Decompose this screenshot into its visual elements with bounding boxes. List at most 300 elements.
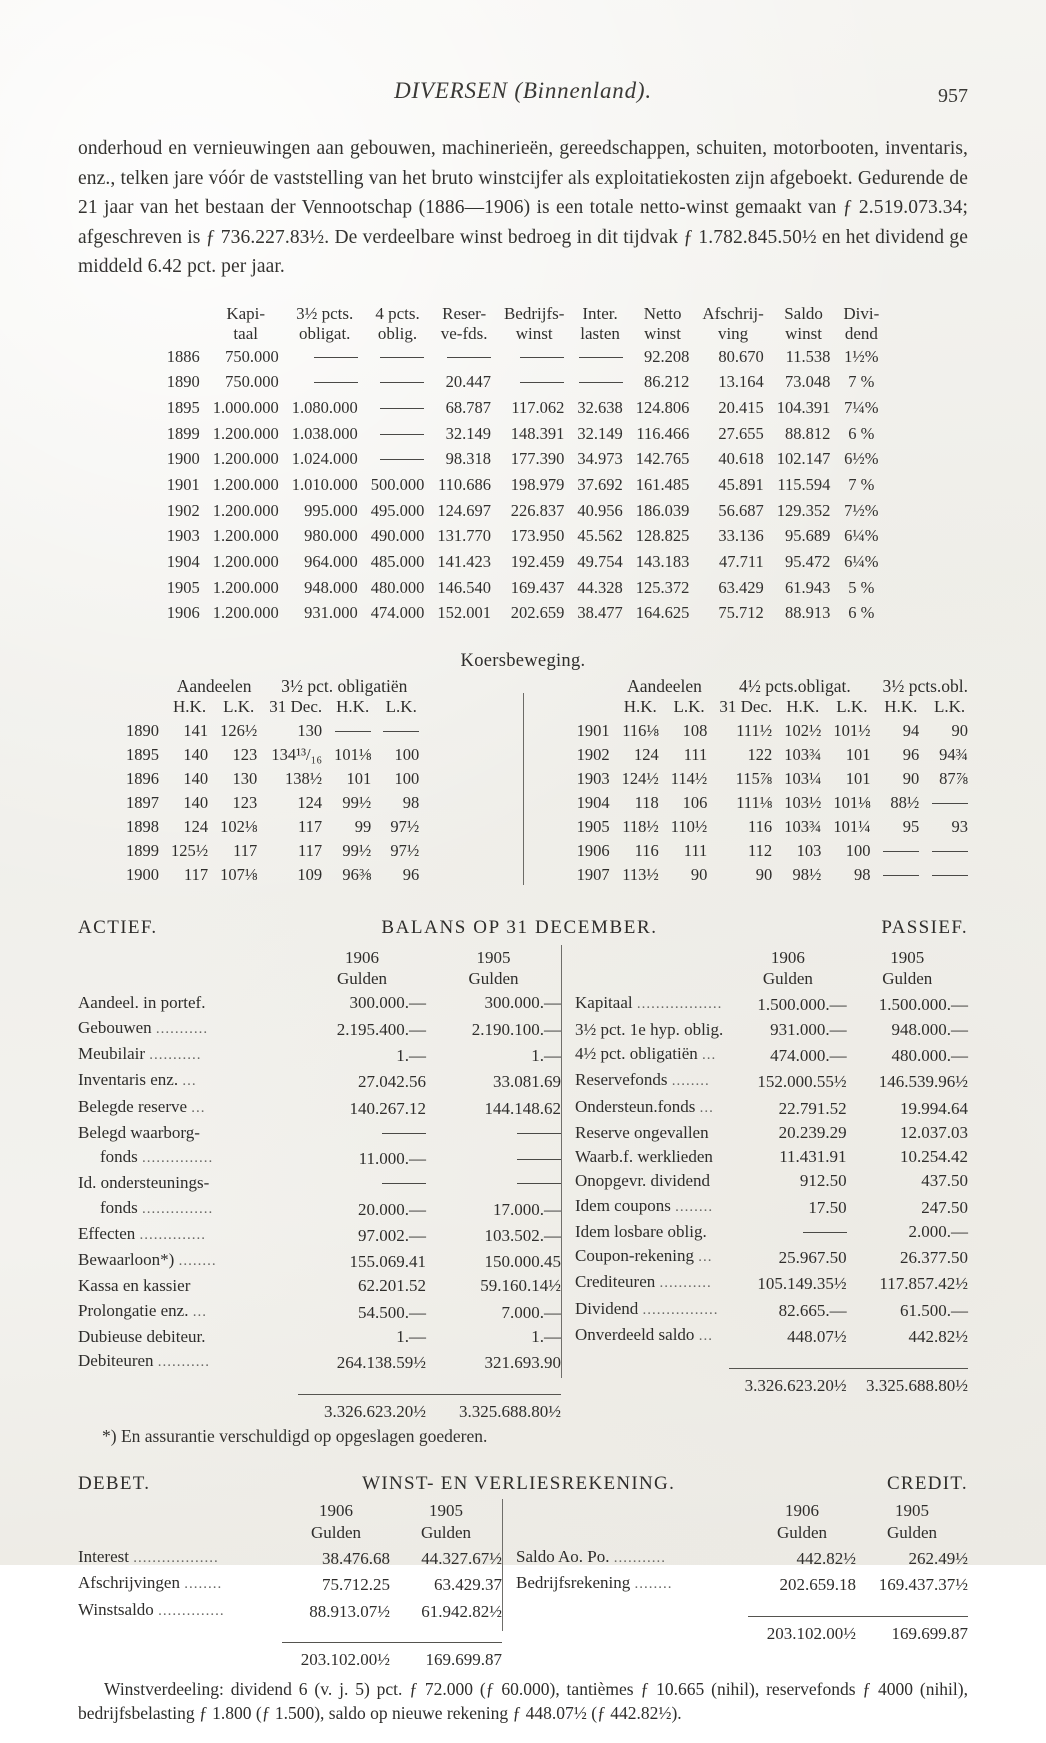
koers-left-cell-a_dec: 124 [297,792,323,812]
yearly-cell-nettowinst: 116.466 [636,423,690,443]
koers-right-cell-b_hk: 103¼ [784,768,822,788]
balans-passief-total-1: 3.326.623.20½ [729,1368,846,1397]
balans-passief-side [561,945,968,1424]
koers-left-year: 1896 [126,768,159,788]
koers-right-blank [577,675,610,697]
yh1-4: Reser- [442,303,487,323]
yearly-cell-bedrijfswinst [491,344,564,370]
balans-passief-row [575,1220,968,1244]
yearly-cell-afschrijving: 75.712 [718,603,764,623]
ledger-value-1905: 321.693.90 [484,1353,561,1373]
koers-left-cell-a_hk: 117 [183,864,209,884]
ledger-value-1906: 140.267.12 [349,1098,426,1118]
koers-left-year: 1898 [126,816,159,836]
yearly-cell-dividend: 6¼% [844,526,879,546]
rule-dash [380,408,424,409]
kr-c6: H.K. [884,696,918,716]
wv-credit-row [516,1545,968,1571]
yearly-cell-saldowinst: 102.147 [776,449,831,469]
ledger-value-1905: 117.857.42½ [879,1274,968,1294]
koers-left-cell-o_lk: 100 [394,768,420,788]
koers-left-cell-a_dec: 117 [297,840,323,860]
balans-actief-heading: ACTIEF. [78,917,158,939]
koers-right-row [577,743,968,767]
yearly-cell-interest: 44.328 [577,577,623,597]
yearly-cell-interest: 40.956 [577,500,623,520]
yearly-row-year: 1906 [166,603,200,623]
yearly-cell-obl35 [279,370,358,396]
yearly-cell-obl4: 485.000 [370,552,425,572]
koers-right-cell-a_lk: 108 [682,720,708,740]
koers-right-year: 1906 [576,840,610,860]
kl-c1: H.K. [173,696,207,716]
rule-dash [883,875,919,876]
koers-right-year: 1904 [576,792,610,812]
koers-left-cell-a_dec: 109 [297,864,323,884]
koers-left-cell-o_hk: 99½ [342,840,372,860]
rule-dash [932,875,968,876]
yearly-cell-obl35: 931.000 [304,603,358,623]
yearly-cell-reserve: 68.787 [445,397,491,417]
yearly-cell-bedrijfswinst [491,370,564,396]
koers-right-cell-b_hk: 102½ [784,720,822,740]
koers-right-cell-c_hk: 88½ [890,792,920,812]
rule-dash [520,382,564,383]
yh2-5: winst [515,323,553,343]
koers-left-row [126,863,419,887]
running-head [78,78,968,108]
ledger-value-1905: 19.994.64 [900,1098,968,1118]
ba-blank-1 [78,945,298,968]
balans-actief-total-row [78,1394,561,1423]
rule-dash [932,851,968,852]
koers-left-col-row [126,697,419,719]
wv-debet-year-1: 1906 [319,1501,353,1521]
ledger-value-1905: 7.000.— [501,1302,561,1322]
yh2-10: dend [844,323,878,343]
leader-dots: ... [702,1046,717,1063]
ledger-value-1906: 2.195.400.— [336,1019,426,1039]
yearly-row [167,575,880,601]
balans-divider [561,945,562,1378]
ledger-value-1905: 63.429.37 [434,1575,502,1595]
wc-blank-1 [516,1499,748,1522]
koers-right-cell-b_hk: 103¾ [784,816,822,836]
wv-credit-currency-row [516,1522,968,1545]
ledger-value-1905 [426,1120,561,1144]
rule-dash [380,357,424,358]
wv-debet-spacer [78,1624,502,1643]
ledger-value-1906 [298,1171,426,1195]
rule-dash [803,1232,847,1233]
balans-passief-body [575,991,968,1349]
bp-total-blank [575,1368,729,1397]
wv-debet-year-2: 1905 [429,1501,463,1521]
yearly-cell-reserve: 124.697 [437,500,491,520]
balans-actief-body [78,991,561,1375]
balans-passief-year-1: 1906 [770,947,805,967]
leader-dots: .............. [158,1602,225,1619]
ledger-value-1905 [426,1145,561,1171]
ledger-value-1906: 11.000.— [358,1149,426,1169]
ledger-value-1906: 75.712.25 [322,1575,390,1595]
yearly-cell-bedrijfswinst: 173.950 [510,526,565,546]
koers-right-cell-b_lk: 100 [845,840,871,860]
yearly-cell-obl4 [358,395,425,421]
balans-passief-year-row [575,945,968,968]
balans-passief-row [575,1145,968,1169]
wv-debet-foot [78,1624,502,1673]
yearly-cell-reserve: 152.001 [437,603,491,623]
yearly-header-row-1 [167,304,880,324]
yh1-2: 3½ pcts. [296,303,354,323]
yearly-cell-obl35: 948.000 [304,577,358,597]
leader-dots: ... [192,1303,207,1320]
koers-left-row [126,815,419,839]
ledger-label: Saldo Ao. Po. ........... [516,1547,667,1567]
koers-right-cell-c_lk: 93 [951,816,968,836]
koers-right-cell-b_hk: 103½ [784,792,822,812]
ledger-value-1905: 10.254.42 [900,1147,968,1167]
yearly-row-year: 1903 [166,526,200,546]
koers-right-cell-a_hk: 124 [634,744,659,764]
ledger-value-1906: 11.431.91 [779,1147,847,1167]
yearly-row [167,549,880,575]
koers-left-row [126,767,419,791]
koers-left-cell-a_hk: 124 [183,816,209,836]
yearly-cell-saldowinst: 104.391 [776,397,831,417]
yearly-cell-nettowinst: 161.485 [635,475,690,494]
yearly-cell-nettowinst: 124.806 [635,397,690,417]
bp-blank-1 [575,945,729,968]
koers-right-cell-a_hk: 118½ [622,816,659,836]
yearly-cell-reserve: 141.423 [437,552,491,572]
yearly-cell-saldowinst: 95.689 [785,526,831,546]
koers-right-cell-a_dec: 116 [748,816,773,836]
koers-right-cell-b_hk: 103 [796,840,822,860]
ledger-value-1905: 44.327.67½ [421,1549,502,1569]
koersbeweging-title: Koersbeweging. [460,650,586,671]
page-number: 957 [938,85,968,107]
ledger-value-1906: 448.07½ [787,1327,847,1347]
koersbeweging-left-table [126,675,419,888]
ledger-label: Belegde reserve ... [78,1096,206,1116]
balans-passief-foot [575,1349,968,1398]
balans-actief-row [78,1171,561,1195]
yearly-cell-obl35 [279,344,358,370]
rule-dash [380,382,424,383]
koers-left-cell-a_hk: 140 [183,768,209,788]
koers-left-body [126,719,419,887]
yearly-cell-reserve: 131.770 [437,526,491,546]
ledger-value-1905: 247.50 [921,1197,968,1217]
koers-right-body [577,719,968,887]
balans-passief-row [575,1296,968,1322]
yearly-cell-obl35: 995.000 [304,500,358,520]
ledger-value-1905: 437.50 [921,1171,968,1191]
yearly-cell-saldowinst: 61.943 [785,577,831,597]
yh2-1: taal [233,323,258,343]
balans-actief-foot [78,1375,561,1424]
balans-passief-spacer [575,1349,968,1368]
yearly-cell-bedrijfswinst: 117.062 [511,397,565,417]
ledger-value-1905: 146.539.96½ [878,1072,968,1092]
yearly-cell-obl4: 480.000 [370,577,425,597]
ledger-value-1906: 88.913.07½ [309,1601,390,1621]
kl-c5: L.K. [385,696,417,716]
kr-c4: H.K. [786,696,820,716]
ledger-value-1905: 169.437.37½ [878,1575,968,1595]
yearly-cell-kapitaal: 1.000.000 [212,397,279,417]
yearly-row [167,370,880,396]
balans-actief-head [78,945,561,991]
yearly-cell-saldowinst: 88.913 [785,603,831,623]
yearly-row-year: 1890 [166,372,200,392]
ledger-value-1905: 442.82½ [908,1327,968,1347]
rule-dash [314,357,358,358]
koers-right-cell-b_hk: 103¾ [784,744,822,764]
yearly-cell-afschrijving: 20.415 [718,397,764,417]
kr-c5: L.K. [836,696,868,716]
koers-right-cell-c_hk: 96 [902,744,920,764]
yearly-row-year: 1905 [166,577,200,597]
koers-left-cell-a_hk: 141 [183,720,209,740]
wv-credit-total-2: 169.699.87 [856,1617,968,1646]
yearly-cell-kapitaal: 1.200.000 [212,603,279,623]
koers-right-cell-c_hk [870,839,919,863]
yearly-row [167,447,880,473]
balans-passief-row [575,1094,968,1120]
koers-left-cell-o_lk: 100 [394,744,420,764]
koers-left-cell-a_hk: 140 [183,744,209,764]
koers-right-cell-b_lk: 101⅛ [833,792,871,812]
leader-dots: ............... [142,1200,214,1217]
koers-left-cell-o_lk [371,719,419,743]
ledger-label: Bedrijfsrekening ........ [516,1573,673,1593]
balans-passief-row [575,1042,968,1068]
bp-blank-2 [575,968,729,991]
ledger-value-1905: 33.081.69 [493,1072,561,1092]
koers-right-cell-c_lk [919,863,968,887]
wc-total-blank [516,1617,748,1646]
ledger-value-1906: 155.069.41 [349,1252,426,1272]
koers-left-cell-a_dec: 130 [297,720,323,740]
yearly-cell-interest: 34.973 [577,449,623,469]
ledger-label: Kassa en kassier [78,1276,191,1296]
yearly-row-year: 1901 [166,475,200,494]
leader-dots: ................ [642,1301,719,1318]
leader-dots: .................. [133,1550,219,1567]
wv-credit-spacer [516,1597,968,1616]
koers-right-cell-b_lk: 101½ [833,720,871,740]
koersbeweging-divider [523,693,524,886]
koers-right-cell-c_lk: 87⅞ [939,768,968,788]
yearly-cell-nettowinst: 92.208 [644,346,690,366]
balans-passief-row [575,991,968,1017]
rule-dash [579,357,623,358]
yearly-cell-interest: 32.638 [577,397,623,417]
koers-right-cell-a_lk: 106 [682,792,708,812]
koers-left-year: 1897 [126,792,159,812]
balans-actief-row [78,991,561,1015]
wv-debet-row [78,1545,502,1571]
yh1-1: Kapi- [226,303,266,323]
yh1-8: Afschrij- [702,303,764,323]
wc-blank-2 [516,1522,748,1545]
koers-right-cell-b_lk: 101 [845,744,871,764]
yearly-cell-interest: 45.562 [577,526,623,546]
yh2-8: ving [717,323,749,343]
ledger-value-1906: 442.82½ [796,1549,856,1569]
ledger-label: 4½ pct. obligatiën ... [575,1043,717,1063]
yearly-row-year: 1895 [166,397,200,417]
koers-right-col-row [577,697,968,719]
balans-actief-row [78,1274,561,1298]
rule-dash [520,357,564,358]
yearly-cell-obl4 [358,421,425,447]
koers-left-cell-a_hk: 125½ [171,840,209,860]
yearly-cell-reserve: 98.318 [445,449,491,469]
ledger-value-1906: 202.659.18 [779,1575,856,1595]
koers-left-cell-a_dec: 138½ [285,768,323,788]
ledger-label: Coupon-rekening ... [575,1246,713,1266]
ledger-value-1905: 150.000.45 [484,1252,561,1272]
yearly-cell-reserve: 146.540 [437,577,491,597]
rule-dash [382,1133,426,1134]
wv-debet-total-1: 203.102.00½ [282,1643,390,1672]
koers-right-cell-c_hk: 90 [902,768,920,788]
yearly-cell-bedrijfswinst: 148.391 [510,423,565,443]
ba-total-blank [78,1394,298,1423]
ledger-value-1906: 38.476.68 [322,1549,390,1569]
koers-right-year: 1903 [576,768,610,788]
yh1-5: Bedrijfs- [503,303,565,323]
yearly-header-row-2 [167,324,880,344]
koers-left-cell-a_lk: 123 [232,792,258,812]
ledger-label: Belegd waarborg- [78,1122,200,1142]
koers-right-cell-a_dec: 90 [755,864,773,884]
yh2-7: winst [644,323,681,343]
koers-left-cell-a_hk: 140 [183,792,209,812]
balans-passief-total-row [575,1368,968,1397]
yh1-10: Divi- [843,303,880,323]
yearly-cell-reserve: 32.149 [445,423,491,443]
koers-right-head [577,675,968,720]
yearly-cell-afschrijving: 40.618 [718,449,764,469]
koers-right-cell-a_lk: 114½ [670,768,708,788]
wv-credit-foot [516,1597,968,1646]
winstverlies-credit-heading: CREDIT. [886,1472,968,1494]
yearly-cell-nettowinst: 86.212 [644,372,690,392]
koers-right-cell-c_lk: 94¾ [939,744,968,764]
yearly-cell-saldowinst: 73.048 [785,372,831,392]
ledger-label: Afschrijvingen ........ [78,1573,223,1593]
balans-passief-currency-row [575,968,968,991]
kl-c3: 31 Dec. [269,696,323,716]
yearly-cell-reserve: 110.686 [437,475,491,494]
ledger-label: Inventaris enz. ... [78,1070,197,1090]
yearly-cell-bedrijfswinst: 192.459 [510,552,565,572]
ledger-value-1906: 97.002.— [358,1225,426,1245]
wv-debet-total-row [78,1643,502,1672]
wv-credit-year-1: 1906 [785,1501,819,1521]
koers-right-row [577,839,968,863]
yearly-cell-obl4 [358,344,425,370]
yearly-cell-afschrijving: 33.136 [718,526,764,546]
yearly-cell-dividend: 7 % [848,372,875,392]
ledger-value-1905: 103.502.— [484,1225,561,1245]
koers-left-row [126,719,419,743]
yearly-cell-saldowinst: 11.538 [785,346,831,366]
koers-left-group-obligatien: 3½ pct. obligatiën [281,676,408,697]
koers-left-cell-o_hk: 101 [346,768,372,788]
yearly-cell-obl4 [358,447,425,473]
koers-right-row [577,767,968,791]
koersbeweging-right-table [577,675,968,888]
ledger-value-1905: 61.500.— [900,1300,968,1320]
ledger-value-1905: 61.942.82½ [421,1601,502,1621]
yearly-cell-kapitaal: 1.200.000 [212,423,279,443]
yearly-cell-afschrijving: 63.429 [718,577,764,597]
ledger-value-1905: 2.000.— [908,1221,968,1241]
koers-left-head [126,675,419,720]
ledger-label: Waarb.f. werklieden [575,1147,713,1167]
koers-right-group-row [577,675,968,697]
koers-right-cell-c_lk: 90 [951,720,968,740]
ledger-value-1906: 105.149.35½ [757,1274,847,1294]
ledger-label: Reservefonds ........ [575,1070,710,1090]
yearly-cell-nettowinst: 125.372 [635,577,690,597]
balans-passief-row [575,1120,968,1144]
balans-actief-currency-2: Gulden [468,969,519,989]
koers-left-cell-o_hk: 101⅛ [334,744,372,764]
yearly-cell-kapitaal: 750.000 [225,372,279,392]
ledger-value-1905: 948.000.— [891,1019,968,1039]
yearly-cell-saldowinst: 129.352 [776,500,831,520]
koers-left-row [126,791,419,815]
winstverlies-debet-side [78,1499,502,1672]
yh2-3: oblig. [377,323,418,343]
ledger-value-1906: 27.042.56 [358,1072,426,1092]
kr-c7: L.K. [934,696,966,716]
koers-right-year: 1901 [576,720,610,740]
ledger-label: Dubieuse debiteur. [78,1327,206,1347]
ledger-label: Dividend ................ [575,1298,719,1318]
balans-actief-currency-1: Gulden [336,969,388,989]
yearly-row [167,498,880,524]
wv-credit-currency-1: Gulden [776,1522,828,1542]
ledger-value-1905: 1.— [531,1045,561,1065]
koers-right-cell-c_lk [919,839,968,863]
ledger-label: Gebouwen ........... [78,1017,209,1037]
rule-dash [517,1133,561,1134]
yh1-6: Inter. [582,303,618,323]
koers-right-group-aandeelen: Aandeelen [627,676,702,697]
koers-left-cell-a_lk: 123 [232,744,258,764]
leader-dots: ... [698,1249,713,1266]
balans-passief-total-2: 3.325.688.80½ [847,1368,968,1397]
yearly-cell-dividend: 1½% [844,346,879,366]
koers-right-cell-c_hk: 94 [902,720,920,740]
yh2-6: lasten [580,323,620,343]
yearly-cell-nettowinst: 128.825 [635,526,690,546]
leader-dots: .................. [636,996,723,1013]
ledger-value-1906: 82.665.— [778,1300,847,1320]
ledger-label: fonds ............... [100,1147,214,1167]
leader-dots: ........... [155,1020,209,1037]
koers-right-cell-a_hk: 118 [634,792,659,812]
yearly-cell-kapitaal: 750.000 [225,346,279,366]
